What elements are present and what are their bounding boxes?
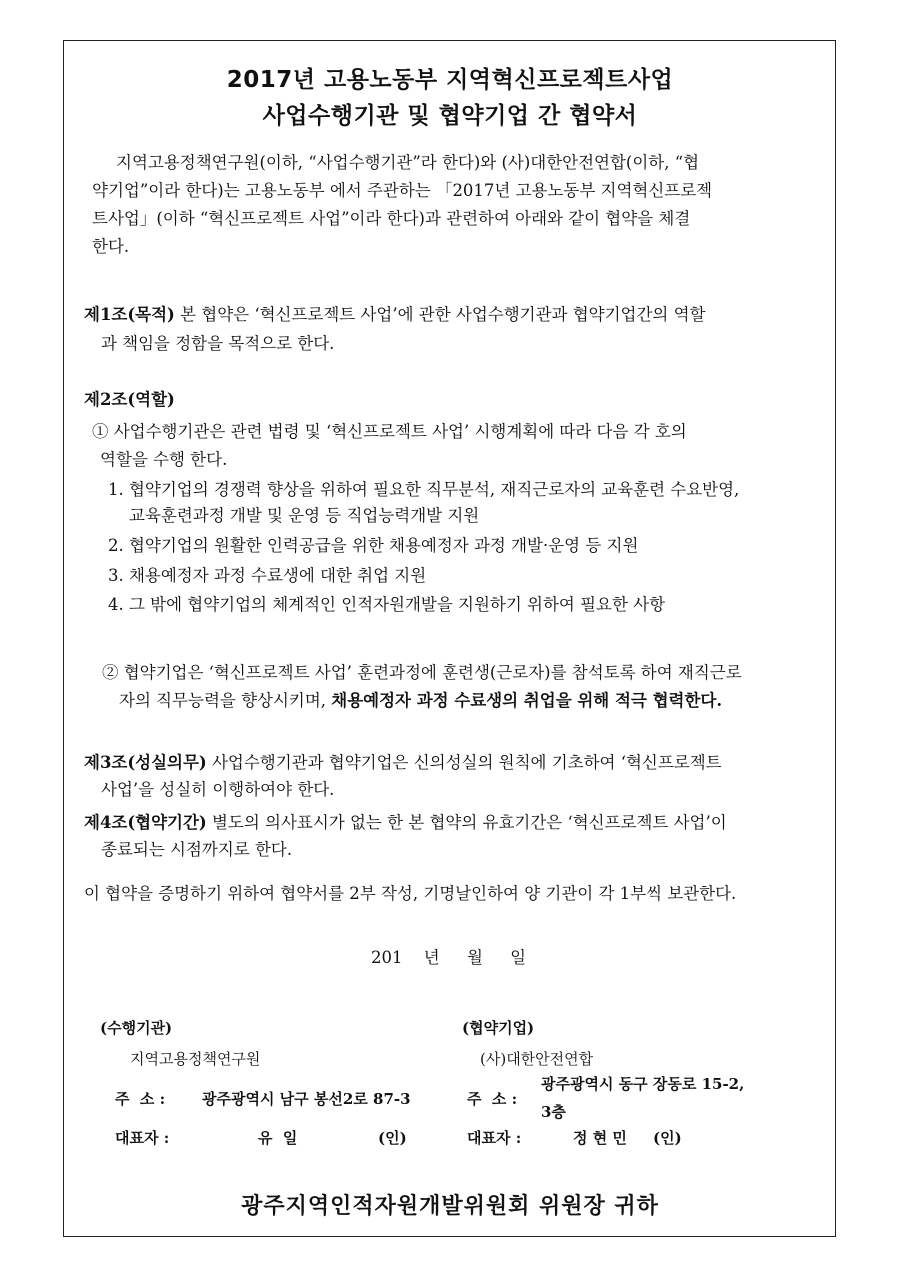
article-2-para-2-line-1: ② 협약기업은 ‘혁신프로젝트 사업’ 훈련과정에 훈련생(근로자)를 참석토록 하여 재직근로 — [102, 663, 742, 682]
date-nyeon: 년 — [423, 948, 440, 967]
article-2-item: 3. 채용예정자 과정 수료생에 대한 취업 지원 — [108, 566, 427, 585]
left-party-role: (수행기관) — [100, 1019, 173, 1037]
article-2-item: 교육훈련과정 개발 및 운영 등 직업능력개발 지원 — [129, 506, 480, 525]
left-party-rep-label: 대표자 : — [115, 1129, 170, 1147]
closing-statement: 이 협약을 증명하기 위하여 협약서를 2부 작성, 기명날인하여 양 기관이 각 1부씩 보관한다. — [84, 884, 737, 903]
preamble-line: 지역고용정책연구원(이하, “사업수행기관”라 한다)와 (사)대한안전연합(이하, “협 — [116, 153, 700, 172]
article-2-item: 2. 협약기업의 원활한 인력공급을 위한 채용예정자 과정 개발·운영 등 지원 — [108, 536, 639, 555]
title-line-2: 사업수행기관 및 협약기업 간 협약서 — [262, 103, 638, 129]
article-4-text: 별도의 의사표시가 없는 한 본 협약의 유효기간은 ‘혁신프로젝트 사업’이 — [206, 813, 727, 832]
article-2-para-2-text: 자의 직무능력을 향상시키며, — [119, 691, 332, 710]
article-3-line-2: 사업’을 성실히 이행하여야 한다. — [101, 780, 335, 799]
date-wol: 월 — [466, 948, 483, 967]
left-party-rep-name: 유 일 — [258, 1129, 298, 1147]
right-party-address-label: 주 소 : — [467, 1090, 518, 1108]
article-3-line — [84, 749, 722, 773]
right-party-org: (사)대한안전연합 — [480, 1050, 594, 1068]
right-party-rep-name: 정 현 민 — [573, 1129, 627, 1147]
article-2-item: 1. 협약기업의 경쟁력 향상을 위하여 필요한 직무분석, 재직근로자의 교육훈련 수요반영, — [108, 480, 740, 499]
article-4-line — [84, 809, 727, 833]
article-1-line — [84, 301, 705, 325]
article-2-para-2-emphasis: 채용예정자 과정 수료생의 취업을 위해 적극 협력한다. — [331, 691, 723, 710]
article-1-heading: 제1조(목적) — [84, 305, 175, 324]
title-line-1: 2017년 고용노동부 지역혁신프로젝트사업 — [226, 67, 674, 93]
right-party-address-line-2: 3층 — [541, 1103, 566, 1121]
preamble-line: 약기업”이라 한다)는 고용노동부 에서 주관하는 「2017년 고용노동부 지역혁신프로젝 — [92, 181, 713, 200]
preamble-line: 한다. — [92, 237, 130, 256]
right-party-seal: (인) — [653, 1129, 682, 1147]
article-2-para-1-line-2: 역할을 수행 한다. — [100, 450, 228, 469]
right-party-rep-label: 대표자 : — [467, 1129, 522, 1147]
date-line — [371, 944, 526, 968]
preamble-line: 트사업」(이하 “혁신프로젝트 사업”이라 한다)과 관련하여 아래와 같이 협약을 체결 — [92, 209, 691, 228]
article-2-para-2-line-2 — [119, 687, 722, 711]
article-1-line-2: 과 책임을 정함을 목적으로 한다. — [101, 334, 335, 353]
article-2-heading: 제2조(역할) — [84, 390, 175, 409]
left-party-address: 광주광역시 남구 봉선2로 87-3 — [202, 1090, 411, 1108]
article-2-item: 4. 그 밖에 협약기업의 체계적인 인적자원개발을 지원하기 위하여 필요한 사항 — [108, 595, 666, 614]
footer-addressee: 광주지역인적자원개발위원회 위원장 귀하 — [241, 1193, 659, 1219]
left-party-org: 지역고용정책연구원 — [130, 1050, 261, 1068]
article-4-line-2: 종료되는 시점까지로 한다. — [101, 840, 293, 859]
article-4-heading: 제4조(협약기간) — [84, 813, 207, 832]
article-3-text: 사업수행기관과 협약기업은 신의성실의 원칙에 기초하여 ‘혁신프로젝트 — [206, 753, 722, 772]
article-3-heading: 제3조(성실의무) — [84, 753, 207, 772]
left-party-seal: (인) — [378, 1129, 407, 1147]
date-il: 일 — [510, 948, 527, 967]
right-party-address-line-1: 광주광역시 동구 장동로 15-2, — [541, 1075, 745, 1093]
date-year: 201 — [371, 948, 403, 967]
article-1-text: 본 협약은 ‘혁신프로젝트 사업’에 관한 사업수행기관과 협약기업간의 역할 — [174, 305, 706, 324]
article-2-para-1-line-1: ① 사업수행기관은 관련 법령 및 ‘혁신프로젝트 사업’ 시행계획에 따라 다음 각 호의 — [92, 422, 687, 441]
left-party-address-label: 주 소 : — [115, 1090, 166, 1108]
right-party-role: (협약기업) — [462, 1019, 535, 1037]
